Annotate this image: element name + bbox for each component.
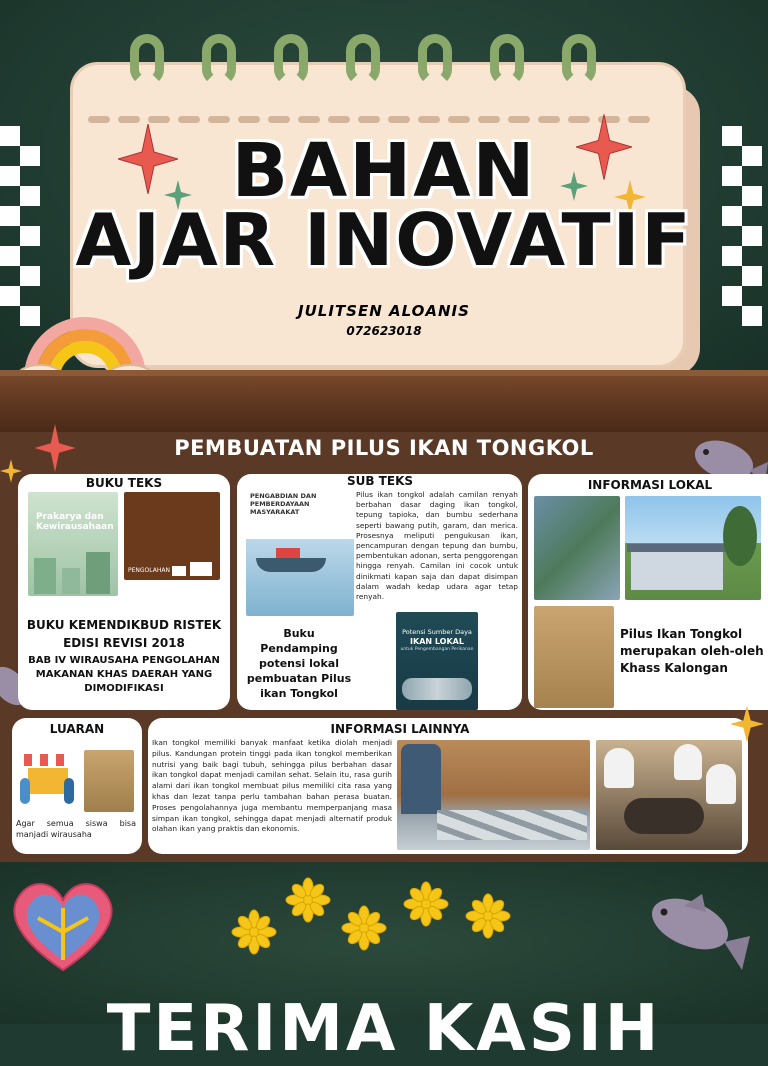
buku-teks-heading: BUKU TEKS	[85, 476, 163, 490]
informasi-lokal-heading: INFORMASI LOKAL	[587, 478, 713, 492]
fish-market-image	[397, 740, 590, 850]
pengolahan-book-image	[124, 492, 220, 580]
heart-peace-icon	[8, 870, 118, 980]
ikan-lokal-book-title-1: Potensi Sumber Daya	[402, 628, 472, 636]
sub-teks-body: Pilus ikan tongkol adalah camilan renyah berbahan dasar daging ikan tongkol, tepung tapioka, dan bumbu sederhana seperti bawang putih, garam, dan merica. Prosesnya meliputi pengukusan ikan, pencampuran dengan tepung dan bumbu, pembentukan adonan, serta penggorengan hingga renyah. Camilan ini cocok untuk dinikmati kapan saja dan dapat disimpan dalam wadah kedap udara agar tetap renyah.	[356, 490, 518, 602]
map-image	[534, 496, 620, 600]
textbook-cover-image	[28, 492, 118, 596]
sub-teks-heading: SUB TEKS	[346, 474, 414, 488]
shop-building-image	[625, 496, 761, 600]
student-id: 072623018	[346, 324, 422, 338]
title-line-1: BAHAN	[231, 128, 537, 214]
ikan-lokal-book-subtitle: untuk Pengembangan Perikanan	[400, 647, 474, 652]
pilus-product-image	[84, 750, 134, 812]
yellow-sparkle-icon	[730, 704, 764, 744]
informasi-lokal-caption: Pilus Ikan Tongkol merupakan oleh-oleh Khass Kalongan	[620, 627, 764, 675]
pilus-package-image	[534, 606, 614, 708]
panel-title: PEMBUATAN PILUS IKAN TONGKOL	[174, 436, 594, 460]
red-sparkle-icon	[30, 424, 80, 472]
pengolahan-book-title: PENGOLAHAN	[128, 567, 170, 574]
buku-teks-caption-2: EDISI REVISI 2018	[63, 636, 185, 650]
buku-teks-caption-3: BAB IV WIRAUSAHA PENGOLAHAN MAKANAN KHAS DAERAH YANG DIMODIFIKASI	[28, 655, 220, 694]
sub-teks-caption: Buku Pendamping potensi lokal pembuatan Pilus ikan Tongkol	[246, 627, 352, 700]
wooden-shelf	[0, 370, 768, 432]
buku-teks-caption-1: BUKU KEMENDIKBUD RISTEK	[26, 618, 222, 632]
shelf-edge	[0, 370, 768, 376]
informasi-lainnya-body: Ikan tongkol memiliki banyak manfaat ketika diolah menjadi pilus. Kandungan protein tinggi pada ikan tongkol memberikan nutrisi yang baik bagi tubuh, sehingga pilus berbahan dasar ikan tongkol dapat menjadi camilan sehat. Selain itu, rasa gurih alami dari ikan tongkol membuat pilus memiliki cita rasa yang khas dan lezat tanpa perlu tambahan bahan perasa buatan. Proses pengolahannya juga membantu memperpanjang masa simpan ikan tongkol, sehingga dapat menjadi alternatif produk olahan ikan yang praktis dan ekonomis.	[152, 738, 392, 834]
author-name: JULITSEN ALOANIS	[298, 302, 470, 320]
informasi-lainnya-heading: INFORMASI LAINNYA	[330, 722, 470, 736]
flowers-decoration	[226, 872, 526, 958]
title-line-2: AJAR INOVATIF	[75, 198, 693, 282]
ikan-lokal-book-title-2: IKAN LOKAL	[410, 637, 464, 646]
students-cooking-image	[596, 740, 742, 850]
pendamping-book-image	[246, 488, 354, 616]
thank-you-text: TERIMA KASIH	[106, 992, 662, 1066]
luaran-heading: LUARAN	[49, 722, 105, 736]
pendamping-book-title: PENGABDIAN DAN PEMBERDAYAAN MASYARAKAT	[250, 492, 317, 516]
textbook-cover-title: Prakarya dan Kewirausahaan	[36, 512, 114, 532]
ikan-lokal-book-image	[396, 612, 478, 710]
fish-icon	[644, 880, 754, 980]
market-stall-icon	[18, 750, 78, 808]
luaran-caption: Agar semua siswa bisa manjadi wirausaha	[16, 819, 136, 839]
